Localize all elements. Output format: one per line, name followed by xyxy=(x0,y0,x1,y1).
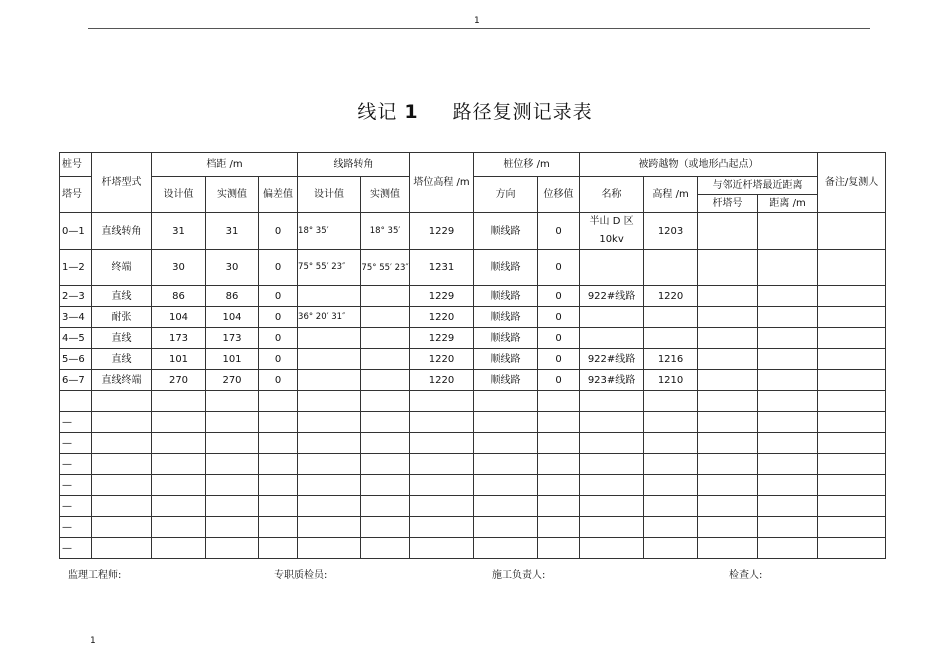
empty-cell xyxy=(152,433,206,454)
empty-cell xyxy=(758,454,818,475)
empty-cell xyxy=(410,454,474,475)
remark-cell xyxy=(818,213,886,250)
header-nearest-distance: 与邻近杆塔最近距离 xyxy=(698,177,818,195)
crossing-elevation-cell xyxy=(644,328,698,349)
angle-measured-cell: 18° 35′ xyxy=(361,213,410,250)
angle-design-cell: 18° 35′ xyxy=(298,213,361,250)
empty-cell xyxy=(92,433,152,454)
pile-number-cell: 5—6 xyxy=(60,349,92,370)
empty-cell xyxy=(410,391,474,412)
empty-row-mark: — xyxy=(60,433,92,454)
crossing-name-cell xyxy=(580,328,644,349)
empty-cell xyxy=(644,454,698,475)
direction-cell: 顺线路 xyxy=(474,328,538,349)
empty-cell xyxy=(152,517,206,538)
empty-row-mark: — xyxy=(60,496,92,517)
survey-record-table xyxy=(59,152,886,559)
empty-row xyxy=(60,517,886,538)
empty-cell xyxy=(818,475,886,496)
empty-cell xyxy=(644,538,698,559)
span-measured-cell: 86 xyxy=(206,286,259,307)
span-deviation-cell: 0 xyxy=(259,370,298,391)
empty-cell xyxy=(206,496,259,517)
empty-cell xyxy=(410,496,474,517)
near-tower-cell xyxy=(698,349,758,370)
direction-cell: 顺线路 xyxy=(474,349,538,370)
title-number: 1 xyxy=(404,101,419,123)
tower-elevation-cell: 1220 xyxy=(410,349,474,370)
empty-cell xyxy=(474,517,538,538)
angle-design-cell xyxy=(298,370,361,391)
empty-cell xyxy=(758,475,818,496)
signature-checker: 检查人: xyxy=(729,570,763,581)
empty-cell xyxy=(580,412,644,433)
empty-cell xyxy=(410,412,474,433)
tower-type-cell: 直线终端 xyxy=(92,370,152,391)
empty-cell xyxy=(538,433,580,454)
empty-cell xyxy=(818,412,886,433)
empty-cell xyxy=(474,475,538,496)
empty-row-mark: — xyxy=(60,475,92,496)
tower-elevation-cell: 1220 xyxy=(410,370,474,391)
span-measured-cell: 104 xyxy=(206,307,259,328)
shift-value-cell: 0 xyxy=(538,286,580,307)
header-span-measured: 实测值 xyxy=(206,177,259,213)
empty-row xyxy=(60,391,886,412)
empty-cell xyxy=(818,454,886,475)
empty-cell xyxy=(818,517,886,538)
crossing-name-cell xyxy=(580,307,644,328)
shift-value-cell: 0 xyxy=(538,307,580,328)
page-title xyxy=(0,97,950,124)
crossing-elevation-cell xyxy=(644,307,698,328)
tower-type-cell: 直线 xyxy=(92,349,152,370)
header-remark: 备注/复测人 xyxy=(818,153,886,213)
empty-cell xyxy=(361,496,410,517)
table-row xyxy=(60,307,886,328)
header-angle-measured: 实测值 xyxy=(361,177,410,213)
pile-number-cell: 0—1 xyxy=(60,213,92,250)
crossing-elevation-cell: 1203 xyxy=(644,213,698,250)
pile-number-cell: 1—2 xyxy=(60,250,92,286)
crossing-elevation-cell: 1210 xyxy=(644,370,698,391)
header-tower-type: 杆塔型式 xyxy=(92,153,152,213)
empty-cell xyxy=(580,517,644,538)
distance-cell xyxy=(758,286,818,307)
span-measured-cell: 31 xyxy=(206,213,259,250)
span-deviation-cell: 0 xyxy=(259,328,298,349)
angle-design-cell xyxy=(298,286,361,307)
empty-cell xyxy=(410,433,474,454)
title-prefix: 线记 xyxy=(357,101,398,123)
empty-cell xyxy=(92,475,152,496)
empty-cell xyxy=(92,412,152,433)
angle-measured-cell xyxy=(361,286,410,307)
tower-elevation-cell: 1229 xyxy=(410,286,474,307)
angle-design-cell: 75° 55′ 23″ xyxy=(298,250,361,286)
empty-cell xyxy=(206,391,259,412)
span-design-cell: 173 xyxy=(152,328,206,349)
empty-cell xyxy=(474,454,538,475)
distance-cell xyxy=(758,307,818,328)
empty-cell xyxy=(298,475,361,496)
empty-cell xyxy=(92,391,152,412)
empty-cell xyxy=(298,517,361,538)
empty-cell xyxy=(474,391,538,412)
empty-cell xyxy=(580,496,644,517)
signature-construction: 施工负责人: xyxy=(492,570,546,581)
span-design-cell: 86 xyxy=(152,286,206,307)
empty-cell xyxy=(152,538,206,559)
span-measured-cell: 30 xyxy=(206,250,259,286)
empty-cell xyxy=(152,454,206,475)
span-deviation-cell: 0 xyxy=(259,307,298,328)
empty-cell xyxy=(259,496,298,517)
angle-measured-cell xyxy=(361,307,410,328)
tower-type-cell: 直线 xyxy=(92,286,152,307)
direction-cell: 顺线路 xyxy=(474,213,538,250)
span-deviation-cell: 0 xyxy=(259,213,298,250)
distance-cell xyxy=(758,213,818,250)
empty-cell xyxy=(361,538,410,559)
header-crossing-elevation: 高程 /m xyxy=(644,177,698,213)
near-tower-cell xyxy=(698,250,758,286)
distance-cell xyxy=(758,250,818,286)
empty-cell xyxy=(644,517,698,538)
header-span: 档距 /m xyxy=(152,153,298,177)
near-tower-cell xyxy=(698,286,758,307)
span-design-cell: 30 xyxy=(152,250,206,286)
span-design-cell: 104 xyxy=(152,307,206,328)
crossing-name-cell: 923#线路 xyxy=(580,370,644,391)
page-number-bottom: 1 xyxy=(90,636,96,646)
span-deviation-cell: 0 xyxy=(259,349,298,370)
span-measured-cell: 173 xyxy=(206,328,259,349)
empty-row xyxy=(60,475,886,496)
header-row-1 xyxy=(60,153,886,177)
tower-elevation-cell: 1229 xyxy=(410,213,474,250)
crossing-elevation-cell xyxy=(644,250,698,286)
header-shift-value: 位移值 xyxy=(538,177,580,213)
tower-elevation-cell: 1231 xyxy=(410,250,474,286)
direction-cell: 顺线路 xyxy=(474,370,538,391)
empty-row-mark: — xyxy=(60,517,92,538)
signature-inspector: 专职质检员: xyxy=(274,570,328,581)
empty-cell xyxy=(538,391,580,412)
empty-cell xyxy=(538,496,580,517)
empty-cell xyxy=(298,391,361,412)
header-crossing-name: 名称 xyxy=(580,177,644,213)
header-span-design: 设计值 xyxy=(152,177,206,213)
empty-cell xyxy=(818,391,886,412)
angle-measured-cell: 75° 55′ 23″ xyxy=(361,250,410,286)
header-angle-design: 设计值 xyxy=(298,177,361,213)
shift-value-cell: 0 xyxy=(538,213,580,250)
empty-cell xyxy=(698,454,758,475)
angle-design-cell: 36° 20′ 31″ xyxy=(298,307,361,328)
span-design-cell: 270 xyxy=(152,370,206,391)
near-tower-cell xyxy=(698,370,758,391)
empty-cell xyxy=(92,517,152,538)
header-line-angle: 线路转角 xyxy=(298,153,410,177)
page-number-top: 1 xyxy=(474,16,480,26)
empty-row xyxy=(60,454,886,475)
pile-number-cell: 6—7 xyxy=(60,370,92,391)
angle-design-cell xyxy=(298,349,361,370)
empty-cell xyxy=(206,412,259,433)
header-pile-no: 桩号 xyxy=(60,153,92,177)
direction-cell: 顺线路 xyxy=(474,286,538,307)
table-row xyxy=(60,370,886,391)
span-design-cell: 31 xyxy=(152,213,206,250)
empty-cell xyxy=(152,391,206,412)
empty-cell xyxy=(580,433,644,454)
header-rule xyxy=(88,28,870,29)
table-row xyxy=(60,213,886,250)
header-direction: 方向 xyxy=(474,177,538,213)
empty-row-mark: — xyxy=(60,538,92,559)
empty-cell xyxy=(410,538,474,559)
angle-measured-cell xyxy=(361,328,410,349)
shift-value-cell: 0 xyxy=(538,349,580,370)
empty-cell xyxy=(580,538,644,559)
header-tower-no: 塔号 xyxy=(60,177,92,213)
span-measured-cell: 270 xyxy=(206,370,259,391)
distance-cell xyxy=(758,370,818,391)
empty-cell xyxy=(818,433,886,454)
tower-type-cell: 直线转角 xyxy=(92,213,152,250)
empty-cell xyxy=(152,475,206,496)
tower-elevation-cell: 1220 xyxy=(410,307,474,328)
empty-row-mark xyxy=(60,391,92,412)
empty-cell xyxy=(580,475,644,496)
span-measured-cell: 101 xyxy=(206,349,259,370)
direction-cell: 顺线路 xyxy=(474,250,538,286)
empty-cell xyxy=(474,496,538,517)
empty-cell xyxy=(259,391,298,412)
shift-value-cell: 0 xyxy=(538,328,580,349)
tower-elevation-cell: 1229 xyxy=(410,328,474,349)
empty-row xyxy=(60,412,886,433)
empty-cell xyxy=(259,517,298,538)
header-near-tower: 杆塔号 xyxy=(698,195,758,213)
empty-row-mark: — xyxy=(60,454,92,475)
empty-cell xyxy=(361,391,410,412)
table-row xyxy=(60,328,886,349)
empty-row xyxy=(60,538,886,559)
empty-cell xyxy=(474,538,538,559)
empty-cell xyxy=(206,475,259,496)
direction-cell: 顺线路 xyxy=(474,307,538,328)
span-deviation-cell: 0 xyxy=(259,250,298,286)
empty-cell xyxy=(538,517,580,538)
empty-cell xyxy=(259,454,298,475)
pile-number-cell: 3—4 xyxy=(60,307,92,328)
empty-cell xyxy=(758,517,818,538)
crossing-name-cell xyxy=(580,250,644,286)
empty-cell xyxy=(580,391,644,412)
empty-cell xyxy=(698,538,758,559)
empty-cell xyxy=(152,496,206,517)
empty-cell xyxy=(474,433,538,454)
empty-cell xyxy=(298,538,361,559)
remark-cell xyxy=(818,250,886,286)
empty-cell xyxy=(818,538,886,559)
empty-cell xyxy=(152,412,206,433)
empty-cell xyxy=(298,496,361,517)
crossing-elevation-cell: 1216 xyxy=(644,349,698,370)
empty-cell xyxy=(698,475,758,496)
empty-cell xyxy=(92,454,152,475)
header-crossed-object: 被跨越物（或地形凸起点） xyxy=(580,153,818,177)
crossing-elevation-cell: 1220 xyxy=(644,286,698,307)
tower-type-cell: 耐张 xyxy=(92,307,152,328)
empty-cell xyxy=(538,475,580,496)
pile-number-cell: 4—5 xyxy=(60,328,92,349)
empty-row-mark: — xyxy=(60,412,92,433)
empty-cell xyxy=(206,538,259,559)
angle-measured-cell xyxy=(361,349,410,370)
empty-cell xyxy=(259,475,298,496)
empty-cell xyxy=(206,454,259,475)
empty-cell xyxy=(298,433,361,454)
tower-type-cell: 终端 xyxy=(92,250,152,286)
empty-cell xyxy=(644,496,698,517)
empty-cell xyxy=(410,475,474,496)
empty-cell xyxy=(92,496,152,517)
empty-cell xyxy=(361,517,410,538)
distance-cell xyxy=(758,328,818,349)
empty-cell xyxy=(818,496,886,517)
empty-cell xyxy=(259,412,298,433)
empty-cell xyxy=(361,454,410,475)
empty-cell xyxy=(758,412,818,433)
remark-cell xyxy=(818,328,886,349)
empty-cell xyxy=(259,538,298,559)
empty-cell xyxy=(758,538,818,559)
header-pile-shift: 桩位移 /m xyxy=(474,153,580,177)
empty-cell xyxy=(698,391,758,412)
empty-cell xyxy=(644,412,698,433)
empty-cell xyxy=(206,433,259,454)
empty-cell xyxy=(361,412,410,433)
empty-cell xyxy=(361,433,410,454)
empty-cell xyxy=(758,391,818,412)
empty-cell xyxy=(361,475,410,496)
near-tower-cell xyxy=(698,307,758,328)
empty-cell xyxy=(538,538,580,559)
empty-cell xyxy=(758,496,818,517)
remark-cell xyxy=(818,349,886,370)
remark-cell xyxy=(818,286,886,307)
distance-cell xyxy=(758,349,818,370)
shift-value-cell: 0 xyxy=(538,250,580,286)
empty-cell xyxy=(644,475,698,496)
empty-cell xyxy=(644,391,698,412)
span-design-cell: 101 xyxy=(152,349,206,370)
empty-cell xyxy=(538,412,580,433)
empty-cell xyxy=(580,454,644,475)
span-deviation-cell: 0 xyxy=(259,286,298,307)
empty-cell xyxy=(644,433,698,454)
empty-row xyxy=(60,496,886,517)
signature-supervisor: 监理工程师: xyxy=(68,570,122,581)
empty-cell xyxy=(298,412,361,433)
title-main: 路径复测记录表 xyxy=(452,101,593,123)
remark-cell xyxy=(818,307,886,328)
tower-type-cell: 直线 xyxy=(92,328,152,349)
table-row xyxy=(60,250,886,286)
empty-row xyxy=(60,433,886,454)
header-tower-elevation: 塔位高程 /m xyxy=(410,153,474,213)
header-distance: 距离 /m xyxy=(758,195,818,213)
pile-number-cell: 2—3 xyxy=(60,286,92,307)
empty-cell xyxy=(474,412,538,433)
empty-cell xyxy=(259,433,298,454)
angle-design-cell xyxy=(298,328,361,349)
empty-cell xyxy=(698,517,758,538)
empty-cell xyxy=(698,412,758,433)
remark-cell xyxy=(818,370,886,391)
empty-cell xyxy=(92,538,152,559)
crossing-name-cell: 半山 D 区 10kv xyxy=(580,213,644,250)
crossing-name-cell: 922#线路 xyxy=(580,349,644,370)
near-tower-cell xyxy=(698,213,758,250)
empty-cell xyxy=(538,454,580,475)
shift-value-cell: 0 xyxy=(538,370,580,391)
header-span-deviation: 偏差值 xyxy=(259,177,298,213)
table-row xyxy=(60,286,886,307)
empty-cell xyxy=(698,433,758,454)
empty-cell xyxy=(410,517,474,538)
table-row xyxy=(60,349,886,370)
empty-cell xyxy=(758,433,818,454)
near-tower-cell xyxy=(698,328,758,349)
empty-cell xyxy=(206,517,259,538)
empty-cell xyxy=(298,454,361,475)
crossing-name-cell: 922#线路 xyxy=(580,286,644,307)
angle-measured-cell xyxy=(361,370,410,391)
empty-cell xyxy=(698,496,758,517)
